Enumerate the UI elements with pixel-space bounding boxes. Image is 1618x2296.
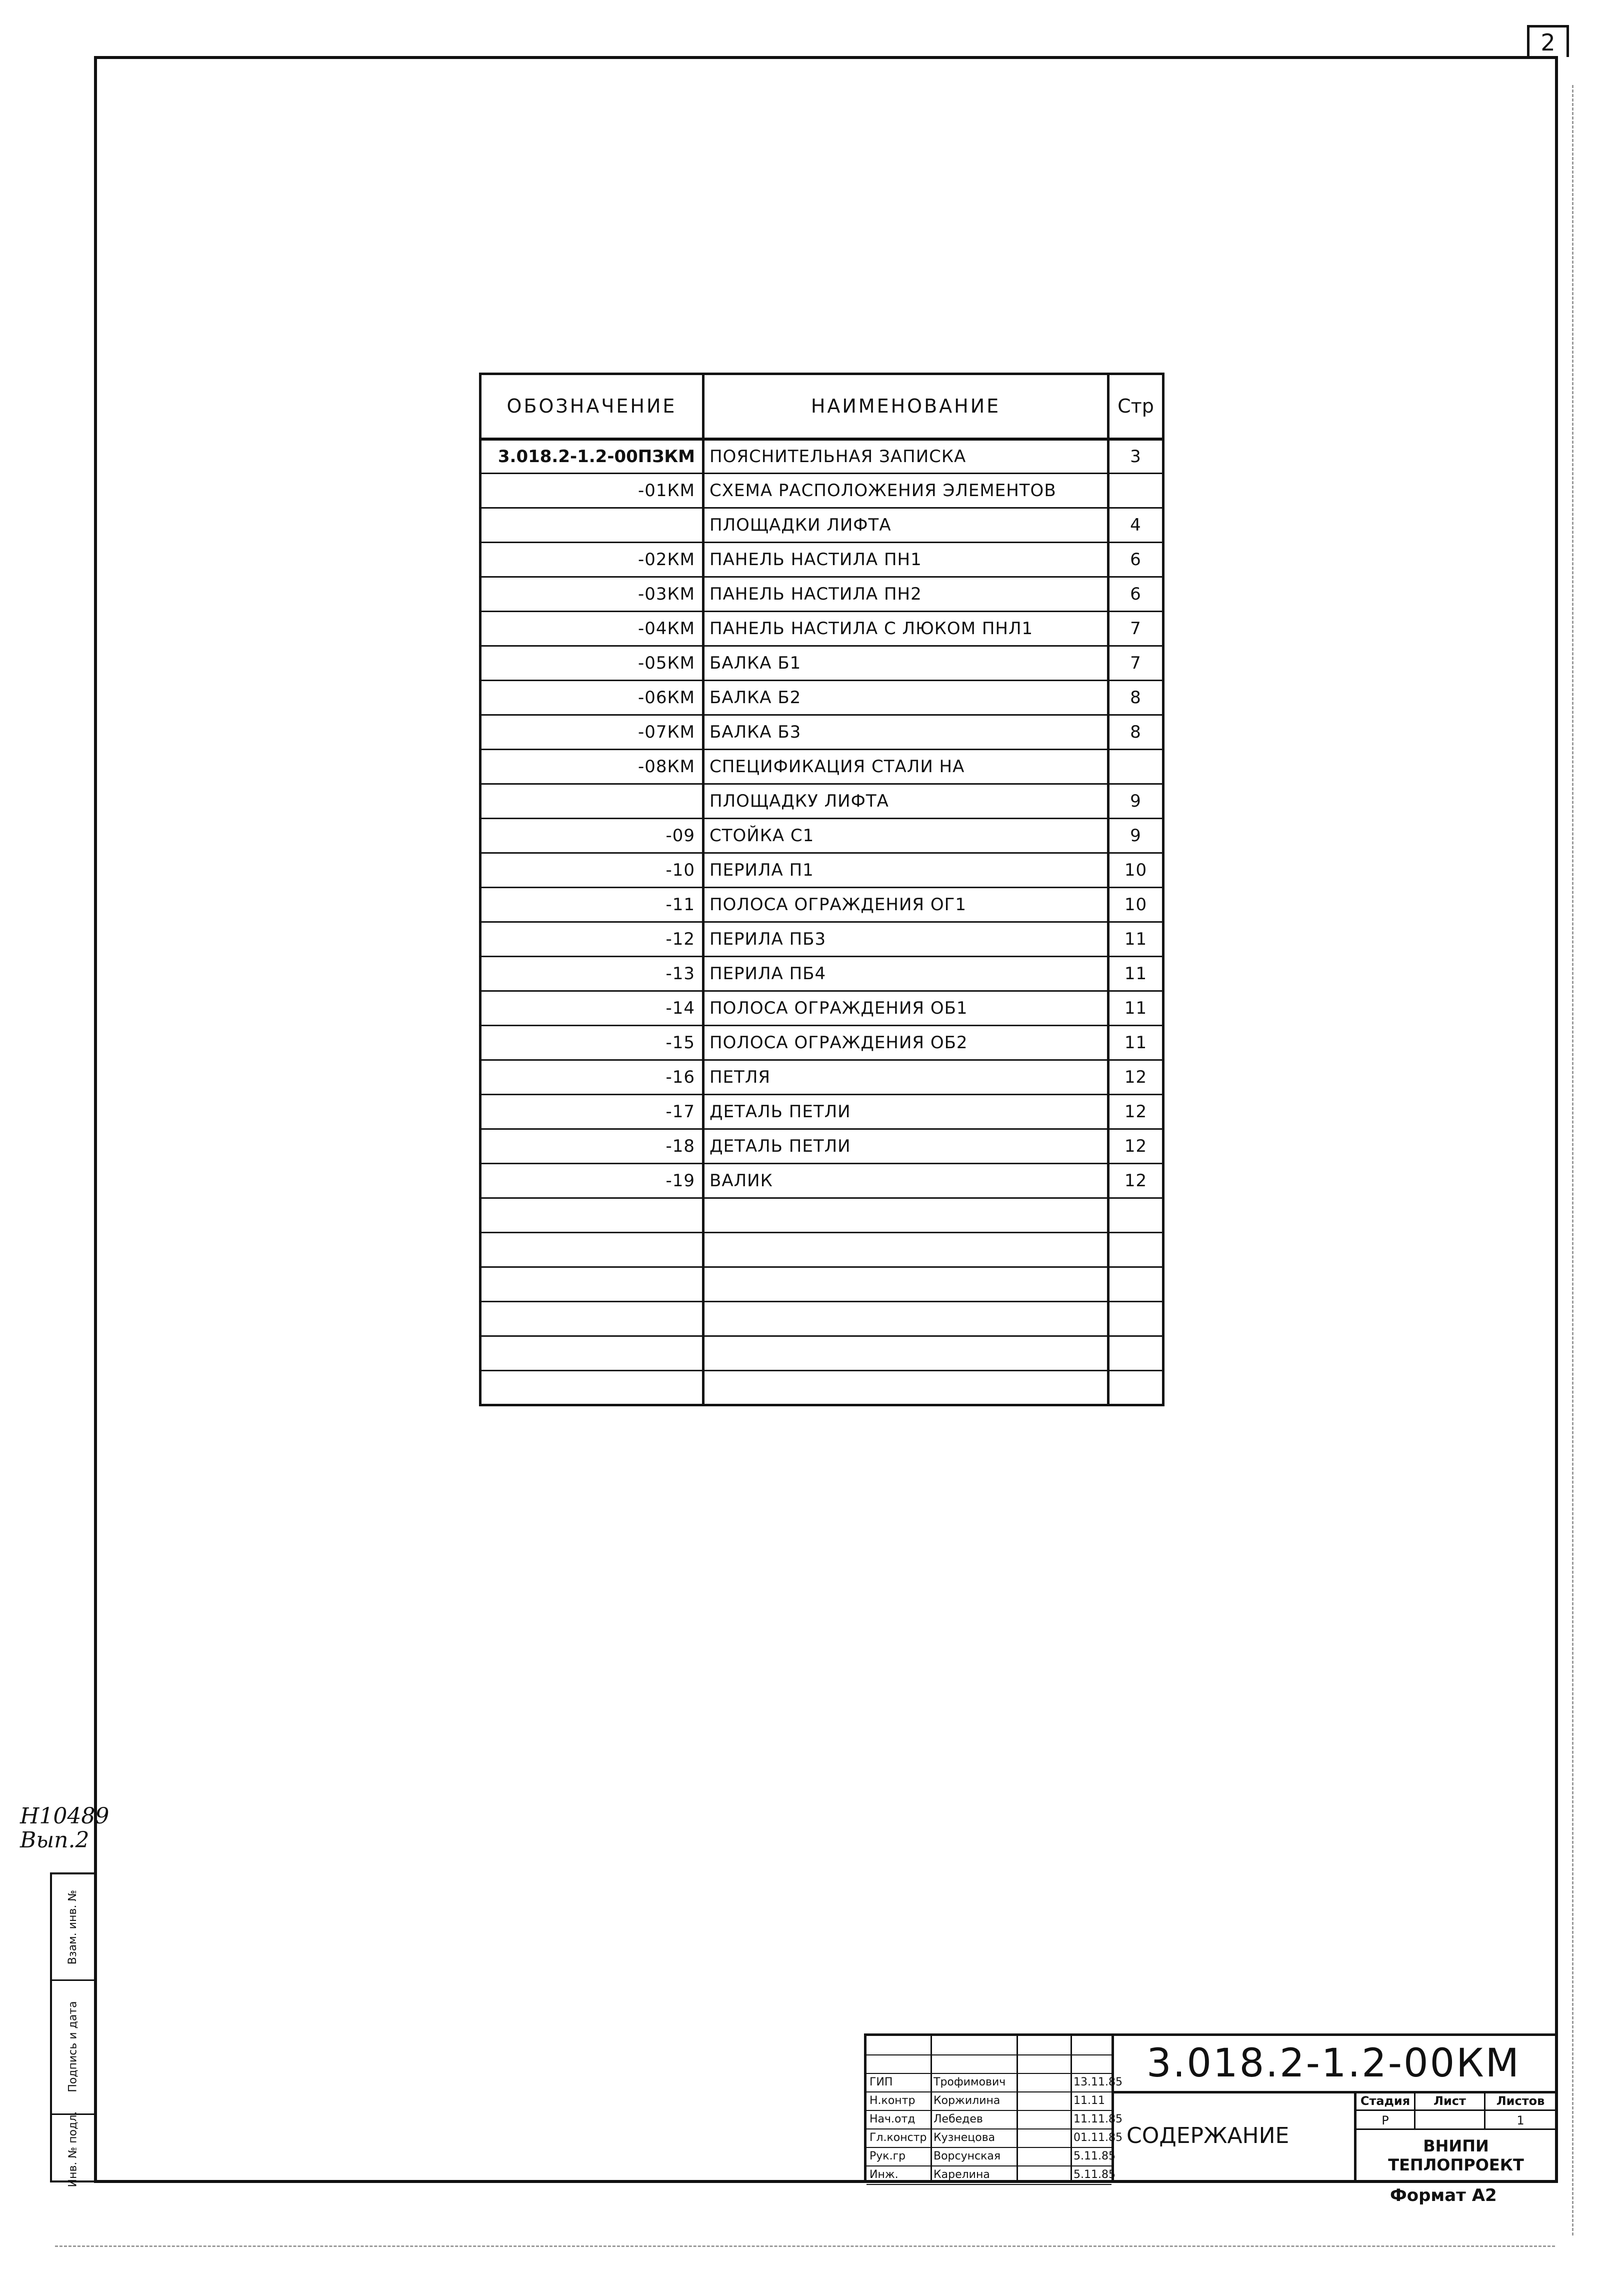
- row-name: [704, 1233, 1108, 1267]
- stage-block: [1356, 2091, 1556, 2180]
- signature-name: Ворсунская: [934, 2150, 1001, 2162]
- row-name: ПОЯСНИТЕЛЬНАЯ ЗАПИСКА: [704, 439, 1108, 474]
- table-row: [480, 957, 1164, 991]
- row-page: [1108, 474, 1164, 508]
- org-line1: ВНИПИ: [1423, 2136, 1489, 2155]
- sheet-number: 2: [1527, 25, 1569, 57]
- row-page: 10: [1108, 853, 1164, 888]
- signature-row: [866, 2147, 1116, 2166]
- row-name: ПАНЕЛЬ НАСТИЛА ПН2: [704, 577, 1108, 612]
- margin-note-line2: Вып.2: [20, 1827, 90, 1853]
- row-code: [480, 1233, 704, 1267]
- row-code: -08КМ: [480, 750, 704, 784]
- signature-date: 5.11.85: [1074, 2168, 1116, 2181]
- table-row: [480, 681, 1164, 715]
- page-header: Стр: [1108, 374, 1164, 439]
- table-row: [480, 1095, 1164, 1129]
- signature-date: 5.11.85: [1074, 2150, 1116, 2162]
- row-name: ДЕТАЛЬ ПЕТЛИ: [704, 1129, 1108, 1164]
- row-name: [704, 1267, 1108, 1302]
- row-name: ПЛОЩАДКИ ЛИФТА: [704, 508, 1108, 543]
- row-name: ДЕТАЛЬ ПЕТЛИ: [704, 1095, 1108, 1129]
- row-page: 9: [1108, 819, 1164, 853]
- contents-header-row: [480, 374, 1164, 439]
- inv-orig-label: Инв. № подл.: [66, 2111, 80, 2187]
- row-code: -12: [480, 922, 704, 957]
- signature-row: [866, 2110, 1122, 2129]
- sign-date-label: Подпись и дата: [66, 2000, 80, 2092]
- row-code: -03КМ: [480, 577, 704, 612]
- signature-row-empty: [866, 2054, 1112, 2074]
- row-code: [480, 1371, 704, 1405]
- row-name: СХЕМА РАСПОЛОЖЕНИЯ ЭЛЕМЕНТОВ: [704, 474, 1108, 508]
- signature-date: 11.11.85: [1074, 2113, 1122, 2125]
- table-row: [480, 784, 1164, 819]
- table-row: [480, 819, 1164, 853]
- row-code: -01КМ: [480, 474, 704, 508]
- row-code: -16: [480, 1060, 704, 1095]
- row-code: -09: [480, 819, 704, 853]
- row-code: -14: [480, 991, 704, 1026]
- signature-role: Инж.: [870, 2168, 898, 2181]
- signature-row-empty: [866, 2036, 1112, 2055]
- table-row: [480, 715, 1164, 750]
- row-page: 7: [1108, 646, 1164, 681]
- row-page: [1108, 1336, 1164, 1371]
- row-page: 8: [1108, 681, 1164, 715]
- table-row: [480, 1336, 1164, 1371]
- replace-inv-label: Взам. инв. №: [66, 1889, 80, 1964]
- signature-name: Коржилина: [934, 2094, 1000, 2107]
- format-label: Формат А2: [1390, 2185, 1497, 2205]
- table-row: [480, 543, 1164, 577]
- row-name: ПЕТЛЯ: [704, 1060, 1108, 1095]
- organization: [1356, 2130, 1556, 2180]
- signature-name: Кузнецова: [934, 2131, 996, 2144]
- row-page: 11: [1108, 957, 1164, 991]
- stage-value: Р: [1356, 2111, 1416, 2130]
- signature-grid: [866, 2036, 1122, 2181]
- table-row: [480, 577, 1164, 612]
- table-row: [480, 646, 1164, 681]
- trim-line-right: [1572, 85, 1574, 2235]
- signature-role: Н.контр: [870, 2094, 916, 2107]
- signature-row: [866, 2165, 1116, 2185]
- row-page: [1108, 1198, 1164, 1233]
- row-page: 11: [1108, 1026, 1164, 1060]
- table-row: [480, 612, 1164, 646]
- replace-inv-cell: [52, 1874, 94, 1981]
- table-row: [480, 1302, 1164, 1336]
- row-name: СПЕЦИФИКАЦИЯ СТАЛИ НА: [704, 750, 1108, 784]
- row-code: -02КМ: [480, 543, 704, 577]
- table-row: [480, 888, 1164, 922]
- row-page: 12: [1108, 1164, 1164, 1198]
- row-code: 3.018.2-1.2-00ПЗКМ: [480, 439, 704, 474]
- row-page: [1108, 1233, 1164, 1267]
- row-page: [1108, 1302, 1164, 1336]
- row-name: СТОЙКА С1: [704, 819, 1108, 853]
- row-name: ПОЛОСА ОГРАЖДЕНИЯ ОБ1: [704, 991, 1108, 1026]
- table-row: [480, 474, 1164, 508]
- document-code: 3.018.2-1.2-00КМ: [1112, 2036, 1556, 2093]
- table-row: [480, 750, 1164, 784]
- row-name: ВАЛИК: [704, 1164, 1108, 1198]
- table-row: [480, 508, 1164, 543]
- table-row: [480, 1371, 1164, 1405]
- signature-role: Рук.гр: [870, 2150, 906, 2162]
- signature-row: [866, 2073, 1122, 2092]
- row-page: [1108, 750, 1164, 784]
- row-code: -11: [480, 888, 704, 922]
- table-row: [480, 1233, 1164, 1267]
- row-code: -07КМ: [480, 715, 704, 750]
- row-name: ПОЛОСА ОГРАЖДЕНИЯ ОГ1: [704, 888, 1108, 922]
- table-row: [480, 1026, 1164, 1060]
- row-code: -19: [480, 1164, 704, 1198]
- row-code: [480, 508, 704, 543]
- table-row: [480, 1129, 1164, 1164]
- row-name: БАЛКА Б1: [704, 646, 1108, 681]
- row-name: ПЕРИЛА ПБ4: [704, 957, 1108, 991]
- row-name: ПЕРИЛА П1: [704, 853, 1108, 888]
- row-name: ПЛОЩАДКУ ЛИФТА: [704, 784, 1108, 819]
- margin-note-line1: Н10489: [20, 1803, 110, 1829]
- signature-date: 11.11: [1074, 2094, 1105, 2107]
- sheets-value: 1: [1486, 2111, 1556, 2130]
- trim-line-bottom: [55, 2245, 1555, 2248]
- row-name: ПАНЕЛЬ НАСТИЛА С ЛЮКОМ ПНЛ1: [704, 612, 1108, 646]
- table-row: [480, 439, 1164, 474]
- row-name: ПЕРИЛА ПБ3: [704, 922, 1108, 957]
- row-code: -17: [480, 1095, 704, 1129]
- row-name: ПОЛОСА ОГРАЖДЕНИЯ ОБ2: [704, 1026, 1108, 1060]
- row-page: 6: [1108, 577, 1164, 612]
- margin-handwritten-note: [20, 1804, 109, 1852]
- sheets-header: Листов: [1486, 2091, 1556, 2111]
- row-code: -13: [480, 957, 704, 991]
- signature-role: Нач.отд: [870, 2113, 916, 2125]
- row-page: 7: [1108, 612, 1164, 646]
- row-page: 3: [1108, 439, 1164, 474]
- row-page: 12: [1108, 1060, 1164, 1095]
- designation-header: ОБОЗНАЧЕНИЕ: [480, 374, 704, 439]
- signature-date: 13.11.85: [1074, 2076, 1122, 2088]
- row-code: [480, 1267, 704, 1302]
- table-row: [480, 1198, 1164, 1233]
- signature-name: Трофимович: [934, 2076, 1006, 2088]
- row-name: [704, 1371, 1108, 1405]
- table-row: [480, 1164, 1164, 1198]
- row-code: -06КМ: [480, 681, 704, 715]
- row-name: [704, 1302, 1108, 1336]
- row-code: [480, 1198, 704, 1233]
- signature-date: 01.11.85: [1074, 2131, 1122, 2144]
- table-row: [480, 853, 1164, 888]
- table-row: [480, 1267, 1164, 1302]
- row-page: 8: [1108, 715, 1164, 750]
- signature-row: [866, 2128, 1122, 2148]
- row-name: БАЛКА Б2: [704, 681, 1108, 715]
- stage-header: Стадия: [1356, 2091, 1416, 2111]
- contents-table: [479, 373, 1164, 1406]
- table-row: [480, 1060, 1164, 1095]
- document-title: СОДЕРЖАНИЕ: [1112, 2091, 1356, 2180]
- row-page: [1108, 1371, 1164, 1405]
- row-code: [480, 1336, 704, 1371]
- row-code: [480, 784, 704, 819]
- row-code: -18: [480, 1129, 704, 1164]
- row-code: -04КМ: [480, 612, 704, 646]
- row-page: 6: [1108, 543, 1164, 577]
- row-name: [704, 1198, 1108, 1233]
- row-code: -10: [480, 853, 704, 888]
- sheet-header: Лист: [1416, 2091, 1486, 2111]
- inv-orig-cell: [52, 2111, 94, 2187]
- signature-role: Гл.констр: [870, 2131, 927, 2144]
- row-name: БАЛКА Б3: [704, 715, 1108, 750]
- sign-date-cell: [52, 1979, 94, 2115]
- row-page: 12: [1108, 1129, 1164, 1164]
- row-name: [704, 1336, 1108, 1371]
- row-page: [1108, 1267, 1164, 1302]
- row-code: -05КМ: [480, 646, 704, 681]
- title-block: [864, 2033, 1558, 2183]
- row-page: 9: [1108, 784, 1164, 819]
- row-page: 12: [1108, 1095, 1164, 1129]
- signature-name: Карелина: [934, 2168, 990, 2181]
- row-page: 10: [1108, 888, 1164, 922]
- row-page: 11: [1108, 922, 1164, 957]
- signature-name: Лебедев: [934, 2113, 983, 2125]
- sheet-value: [1416, 2111, 1486, 2130]
- row-name: ПАНЕЛЬ НАСТИЛА ПН1: [704, 543, 1108, 577]
- side-stamp: [50, 1872, 96, 2187]
- row-page: 4: [1108, 508, 1164, 543]
- table-row: [480, 922, 1164, 957]
- org-line2: ТЕПЛОПРОЕКТ: [1388, 2155, 1524, 2174]
- signature-role: ГИП: [870, 2076, 893, 2088]
- table-row: [480, 991, 1164, 1026]
- row-page: 11: [1108, 991, 1164, 1026]
- row-code: [480, 1302, 704, 1336]
- signature-row: [866, 2091, 1112, 2111]
- row-code: -15: [480, 1026, 704, 1060]
- name-header: НАИМЕНОВАНИЕ: [704, 374, 1108, 439]
